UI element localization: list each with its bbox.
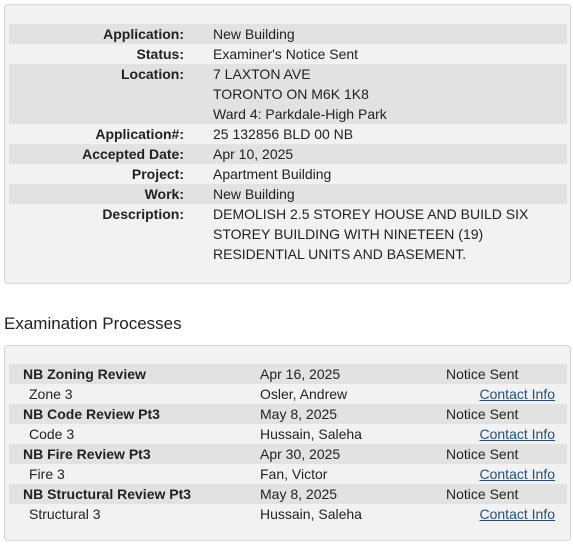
process-name: NB Fire Review Pt3	[23, 446, 151, 462]
detail-label: Work:	[144, 186, 184, 202]
detail-label: Location:	[121, 66, 184, 82]
process-examiner: Hussain, Saleha	[260, 506, 362, 522]
detail-value: 7 LAXTON AVE	[213, 66, 311, 82]
detail-row-status	[9, 44, 567, 64]
process-group: Code 3	[29, 426, 75, 442]
detail-value: 25 132856 BLD 00 NB	[213, 126, 354, 142]
process-status: Notice Sent	[446, 446, 519, 462]
detail-row-accepted-date	[9, 144, 567, 164]
process-name: NB Structural Review Pt3	[23, 486, 192, 502]
detail-row-application-number	[9, 124, 567, 144]
detail-row-description	[9, 204, 567, 264]
detail-label: Accepted Date:	[82, 146, 184, 162]
process-status: Notice Sent	[446, 486, 519, 502]
detail-value: New Building	[213, 186, 295, 202]
process-date: May 8, 2025	[260, 406, 338, 422]
process-detail-row	[9, 384, 567, 404]
application-details-panel	[4, 4, 571, 284]
detail-row-location	[9, 64, 567, 124]
detail-value: RESIDENTIAL UNITS AND BASEMENT.	[213, 246, 467, 262]
detail-row-application	[9, 24, 567, 44]
detail-label: Status:	[136, 46, 184, 62]
process-status: Notice Sent	[446, 366, 519, 382]
process-examiner: Fan, Victor	[260, 466, 328, 482]
process-examiner: Osler, Andrew	[260, 386, 348, 402]
process-header-row	[9, 404, 567, 424]
detail-value: TORONTO ON M6K 1K8	[213, 86, 369, 102]
detail-value: STOREY BUILDING WITH NINETEEN (19)	[213, 226, 484, 242]
detail-value: Apr 10, 2025	[213, 146, 294, 162]
process-date: May 8, 2025	[260, 486, 338, 502]
process-detail-row	[9, 424, 567, 444]
detail-value: Ward 4: Parkdale-High Park	[213, 106, 387, 122]
detail-label: Application#:	[95, 126, 184, 142]
detail-value: Apartment Building	[213, 166, 332, 182]
contact-info-link[interactable]: Contact Info	[479, 386, 555, 402]
process-header-row	[9, 364, 567, 384]
process-date: Apr 30, 2025	[260, 446, 341, 462]
process-examiner: Hussain, Saleha	[260, 426, 362, 442]
process-group: Structural 3	[29, 506, 101, 522]
detail-label: Project:	[131, 166, 184, 182]
contact-info-link[interactable]: Contact Info	[479, 506, 555, 522]
examination-processes-panel	[4, 345, 571, 541]
detail-label: Application:	[103, 26, 184, 42]
process-detail-row	[9, 464, 567, 484]
process-header-row	[9, 444, 567, 464]
contact-info-link[interactable]: Contact Info	[479, 426, 555, 442]
process-header-row	[9, 484, 567, 504]
process-name: NB Code Review Pt3	[23, 406, 160, 422]
contact-info-link[interactable]: Contact Info	[479, 466, 555, 482]
section-title-examination-processes: Examination Processes	[4, 314, 182, 333]
detail-label: Description:	[102, 206, 184, 222]
detail-value: New Building	[213, 26, 295, 42]
process-group: Zone 3	[29, 386, 73, 402]
process-status: Notice Sent	[446, 406, 519, 422]
process-date: Apr 16, 2025	[260, 366, 341, 382]
detail-value: Examiner's Notice Sent	[213, 46, 359, 62]
process-group: Fire 3	[29, 466, 65, 482]
detail-row-work	[9, 184, 567, 204]
detail-value: DEMOLISH 2.5 STOREY HOUSE AND BUILD SIX	[213, 206, 529, 222]
detail-row-project	[9, 164, 567, 184]
process-detail-row	[9, 504, 567, 524]
process-name: NB Zoning Review	[23, 366, 146, 382]
